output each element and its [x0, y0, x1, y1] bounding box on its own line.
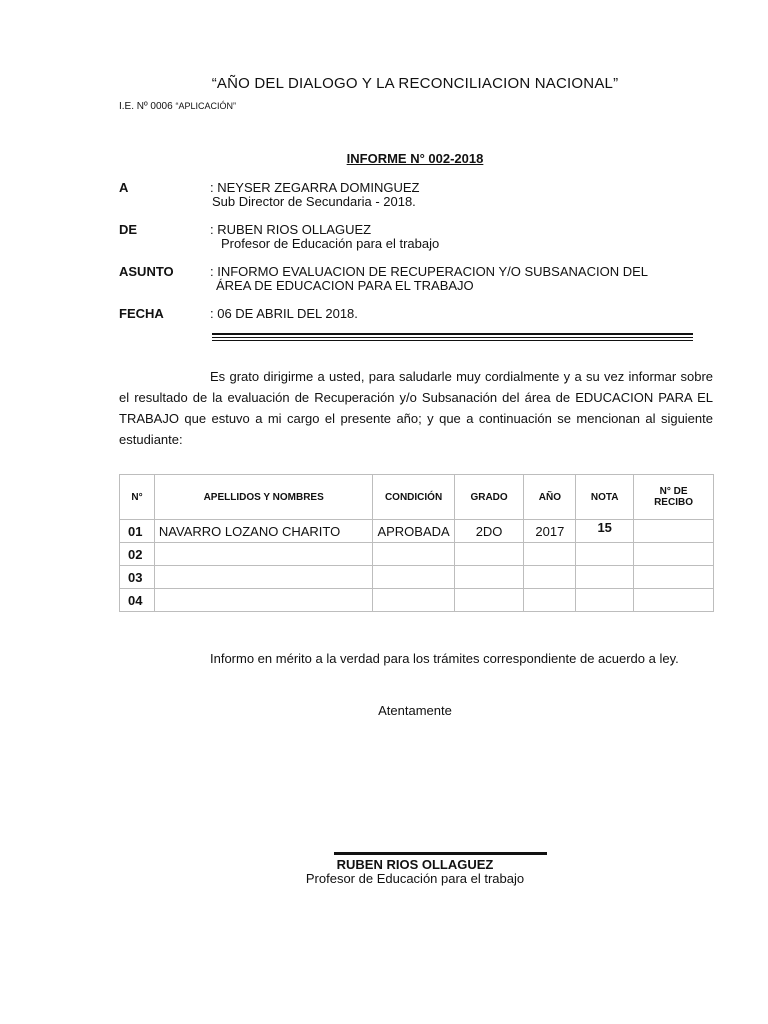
- cell-number: 03: [120, 566, 155, 589]
- school-name: “APLICACIÓN”: [175, 101, 236, 111]
- farewell: Atentamente: [378, 703, 452, 718]
- signature-line: [334, 852, 547, 855]
- cell-names: [154, 543, 373, 566]
- col-header-names: APELLIDOS Y NOMBRES: [154, 475, 373, 520]
- cell-year: 2017: [524, 520, 576, 543]
- cell-receipt: [634, 589, 714, 612]
- col-header-receipt: N° DE RECIBO: [634, 475, 714, 520]
- field-asunto-label: ASUNTO: [119, 264, 174, 279]
- school-line: [119, 101, 236, 112]
- field-de-name: : RUBEN RIOS OLLAGUEZ: [210, 222, 372, 237]
- signature-name: RUBEN RIOS OLLAGUEZ: [336, 857, 494, 872]
- cell-names: NAVARRO LOZANO CHARITO: [154, 520, 373, 543]
- cell-number: 04: [120, 589, 155, 612]
- signature-role: Profesor de Educación para el trabajo: [305, 871, 525, 886]
- cell-score: [576, 566, 634, 589]
- cell-year: [524, 589, 576, 612]
- school-prefix: I.E. Nº 0006: [119, 101, 176, 112]
- students-table: [119, 474, 714, 612]
- cell-number: 01: [120, 520, 155, 543]
- table-header-row: [120, 475, 714, 520]
- cell-grade: [454, 543, 524, 566]
- cell-score: [576, 589, 634, 612]
- closing-line: Informo en mérito a la verdad para los trámites correspondiente de acuerdo a ley.: [210, 651, 679, 666]
- cell-receipt: [634, 543, 714, 566]
- table-row: [120, 543, 714, 566]
- field-fecha-value: : 06 DE ABRIL DEL 2018.: [210, 306, 358, 321]
- cell-number: 02: [120, 543, 155, 566]
- col-header-condition: CONDICIÓN: [373, 475, 454, 520]
- cell-score: 15: [576, 520, 634, 543]
- informe-title: INFORME N° 002-2018: [346, 151, 484, 166]
- col-header-year: AÑO: [524, 475, 576, 520]
- separator-rule: [212, 340, 693, 341]
- col-header-score: NOTA: [576, 475, 634, 520]
- cell-condition: [373, 566, 454, 589]
- col-header-number: N°: [120, 475, 155, 520]
- field-asunto-line2: ÁREA DE EDUCACION PARA EL TRABAJO: [216, 278, 474, 293]
- cell-names: [154, 589, 373, 612]
- cell-names: [154, 566, 373, 589]
- field-fecha-label: FECHA: [119, 306, 164, 321]
- cell-condition: APROBADA: [373, 520, 454, 543]
- cell-year: [524, 566, 576, 589]
- cell-grade: 2DO: [454, 520, 524, 543]
- table-row: [120, 566, 714, 589]
- field-a-label: A: [119, 180, 129, 195]
- body-paragraph-text: Es grato dirigirme a usted, para saludarle muy cordialmente y a su vez informar sobre el resultado de la evaluación de Recuperación y/o Subsanación del área de EDUCACION PARA EL TRABAJO que estuvo a mi cargo el presente año; y que a continuación se mencionan al siguiente estudiante:: [119, 369, 713, 447]
- cell-year: [524, 543, 576, 566]
- table-row: [120, 520, 714, 543]
- year-title: “AÑO DEL DIALOGO Y LA RECONCILIACION NACIONAL”: [211, 75, 619, 92]
- field-asunto-line1: : INFORMO EVALUACION DE RECUPERACION Y/O SUBSANACION DEL: [210, 264, 648, 279]
- separator-rule: [212, 333, 693, 335]
- field-a-name: : NEYSER ZEGARRA DOMINGUEZ: [210, 180, 420, 195]
- cell-grade: [454, 589, 524, 612]
- field-a-role: Sub Director de Secundaria - 2018.: [212, 194, 416, 209]
- cell-score: [576, 543, 634, 566]
- cell-condition: [373, 589, 454, 612]
- cell-condition: [373, 543, 454, 566]
- body-paragraph: [119, 366, 713, 450]
- field-de-label: DE: [119, 222, 138, 237]
- cell-receipt: [634, 566, 714, 589]
- cell-receipt: [634, 520, 714, 543]
- col-header-grade: GRADO: [454, 475, 524, 520]
- separator-rule: [212, 337, 693, 338]
- table-row: [120, 589, 714, 612]
- cell-grade: [454, 566, 524, 589]
- field-de-role: Profesor de Educación para el trabajo: [221, 236, 440, 251]
